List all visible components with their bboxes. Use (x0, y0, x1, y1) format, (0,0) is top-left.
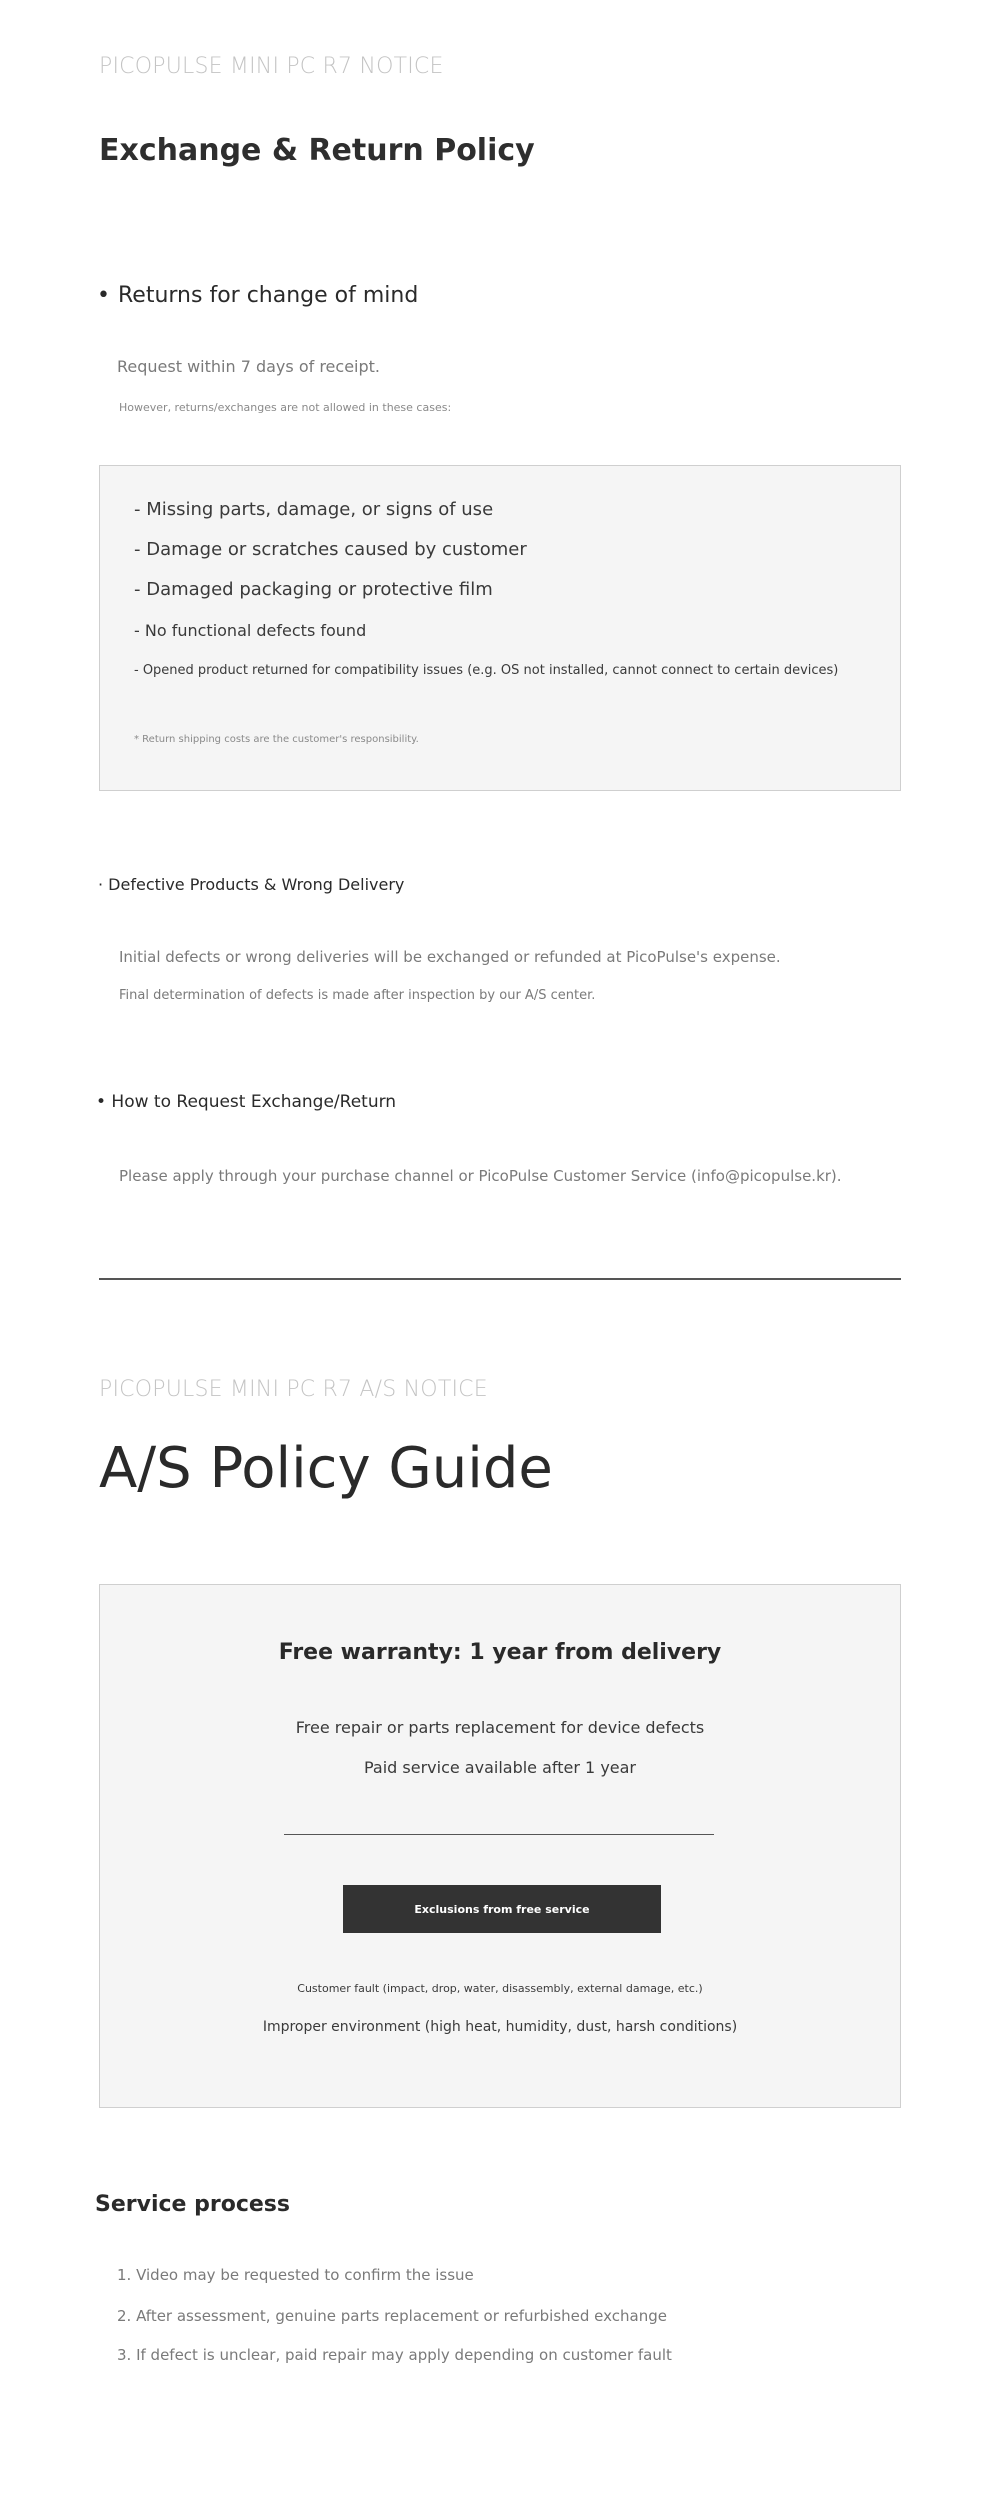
section-divider (99, 1278, 901, 1280)
case-item: - No functional defects found (134, 621, 367, 640)
as-eyebrow: PICOPULSE MINI PC R7 A/S NOTICE (99, 1377, 488, 1402)
warranty-line-2: Paid service available after 1 year (363, 1758, 637, 1777)
case-item: - Missing parts, damage, or signs of use (134, 499, 494, 520)
warranty-line-1: Free repair or parts replacement for device defects (295, 1718, 705, 1737)
process-step: 2. After assessment, genuine parts replacement or refurbished exchange (117, 2307, 667, 2325)
change-of-mind-heading: Returns for change of mind (118, 283, 419, 308)
warranty-divider (284, 1834, 714, 1835)
process-step: 3. If defect is unclear, paid repair may apply depending on customer fault (117, 2346, 672, 2364)
case-item: - Opened product returned for compatibility issues (e.g. OS not installed, cannot connect to certain devices) (134, 663, 839, 678)
process-step: 1. Video may be requested to confirm the issue (117, 2266, 474, 2284)
how-to-heading: • How to Request Exchange/Return (96, 1092, 397, 1112)
service-process-heading: Service process (95, 2192, 290, 2217)
defective-heading: · Defective Products & Wrong Delivery (98, 875, 405, 894)
exclusion-item: Customer fault (impact, drop, water, disassembly, external damage, etc.) (297, 1982, 703, 1995)
exchange-eyebrow: PICOPULSE MINI PC R7 NOTICE (99, 54, 444, 79)
warranty-heading: Free warranty: 1 year from delivery (278, 1640, 722, 1665)
exceptions-note: However, returns/exchanges are not allowed in these cases: (119, 401, 452, 414)
case-item: - Damage or scratches caused by customer (134, 539, 527, 560)
bullet-icon: • (97, 283, 110, 308)
exceptions-box (99, 465, 901, 791)
exchange-title: Exchange & Return Policy (99, 133, 535, 168)
exclusions-badge: Exclusions from free service (343, 1885, 661, 1933)
case-item: - Damaged packaging or protective film (134, 579, 493, 600)
request-window-text: Request within 7 days of receipt. (117, 357, 380, 376)
as-title: A/S Policy Guide (99, 1436, 553, 1501)
exclusion-item: Improper environment (high heat, humidity, dust, harsh conditions) (262, 2019, 738, 2035)
how-to-line: Please apply through your purchase channel or PicoPulse Customer Service (info@picopulse.kr). (119, 1167, 842, 1185)
shipping-note: * Return shipping costs are the customer's responsibility. (134, 734, 419, 745)
defective-line-1: Initial defects or wrong deliveries will be exchanged or refunded at PicoPulse's expense. (119, 948, 781, 966)
defective-line-2: Final determination of defects is made after inspection by our A/S center. (119, 988, 596, 1003)
